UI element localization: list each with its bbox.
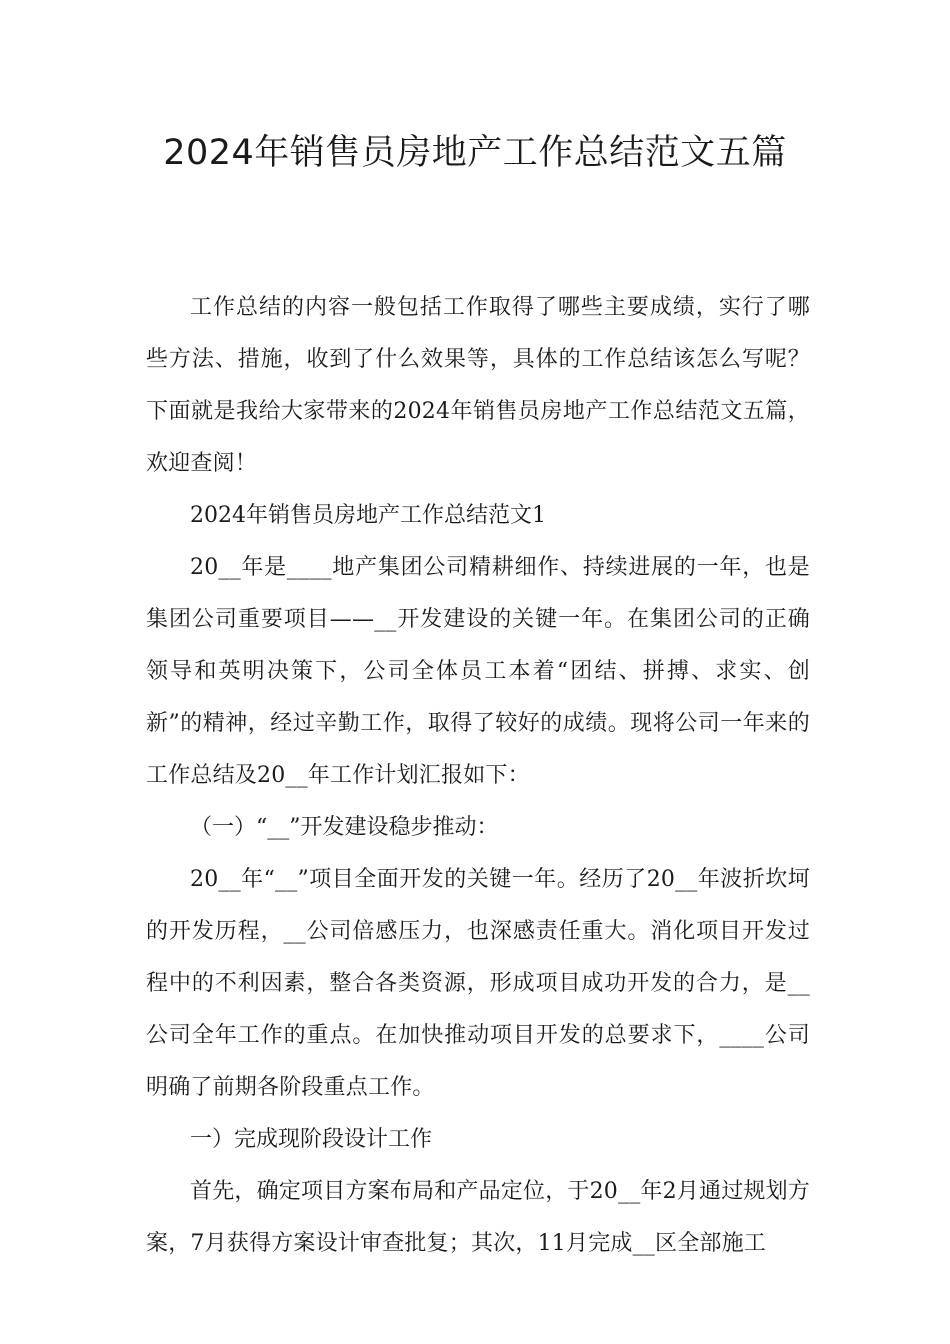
body-paragraph-design: 首先，确定项目方案布局和产品定位，于20__年2月通过规划方案，7月获得方案设计审查批复；其次，11月完成__区全部施工 — [146, 1179, 810, 1256]
document-title: 2024年销售员房地产工作总结范文五篇 — [163, 133, 787, 173]
intro-paragraph: 工作总结的内容一般包括工作取得了哪些主要成绩，实行了哪些方法、措施，收到了什么效果等，具体的工作总结该怎么写呢？下面就是我给大家带来的2024年销售员房地产工作总结范文五篇，欢迎查阅！ — [146, 295, 810, 476]
subsection-heading-1: （一）“__”开发建设稳步推动： — [190, 815, 499, 840]
subsection-heading-design: 一）完成现阶段设计工作 — [190, 1127, 433, 1152]
body-paragraph-project: 20__年“__”项目全面开发的关键一年。经历了20__年波折坎坷的开发历程，__公司倍感压力，也深感责任重大。消化项目开发过程中的不利因素，整合各类资源，形成项目成功开发的合力，是__公司全年工作的重点。在加快推动项目开发的总要求下，____公司明确了前期各阶段重点工作。 — [146, 867, 810, 1100]
document-body — [146, 282, 810, 1270]
section-heading-1: 2024年销售员房地产工作总结范文1 — [190, 503, 546, 528]
body-paragraph-overview: 20__年是____地产集团公司精耕细作、持续进展的一年，也是集团公司重要项目——__开发建设的关键一年。在集团公司的正确领导和英明决策下，公司全体员工本着“团结、拼搏、求实、创新”的精神，经过辛勤工作，取得了较好的成绩。现将公司一年来的工作总结及20__年工作计划汇报如下： — [146, 555, 810, 788]
